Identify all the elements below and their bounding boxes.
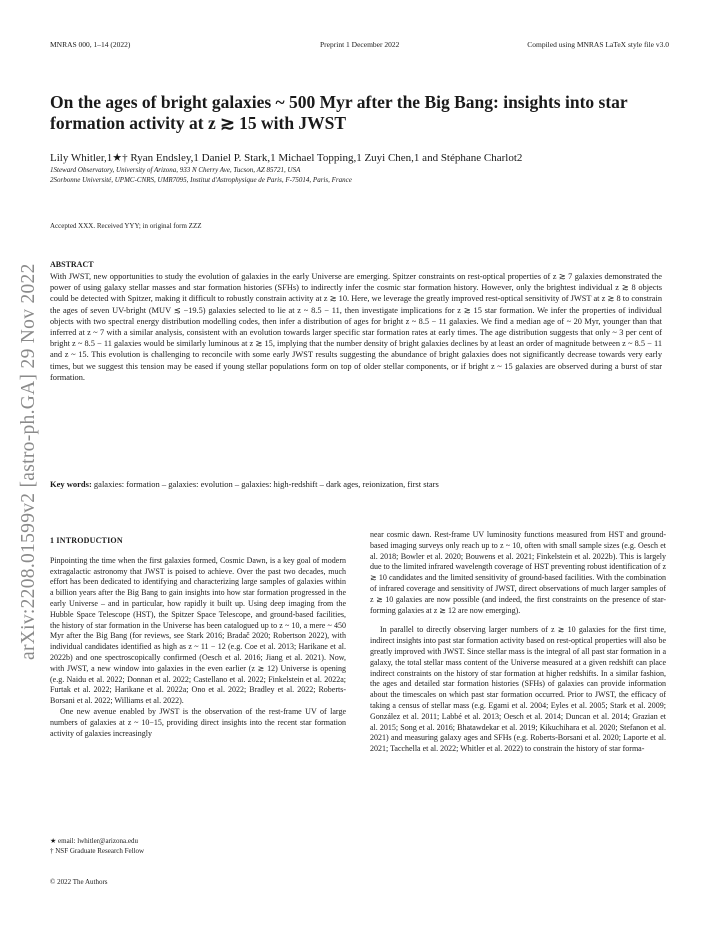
footnote-email[interactable]: ★ email: lwhitler@arizona.edu: [50, 837, 138, 845]
abstract-text: With JWST, new opportunities to study the evolution of galaxies in the early Universe are emerging. Spitzer constraints on rest-optical properties of z ≳ 7 galaxies demonstrated the power of using galaxy stellar masses and star formation histories (SFHs) to indirectly infer the cosmic star formation history. However, only the brightest individual z ≳ 8 objects could be detected with Spitzer, making it difficult to robustly constrain activity at z ≳ 10. Here, we leverage the greatly improved rest-optical sensitivity of JWST at z ≳ 8 to constrain the ages of seven UV-bright (MUV ≲ −19.5) galaxies selected to lie at z ~ 8.5 − 11, then investigate implications for z ≳ 15 star formation. We infer the properties of individual objects with two spectral energy distribution modelling codes, then infer a distribution of ages for bright z ~ 8.5 − 11 galaxies. We find a median age of ~ 20 Myr, younger than that inferred at z ~ 7 with a similar analysis, consistent with an evolution towards larger specific star formation rates at early times. The age distribution suggests that only ~ 3 per cent of bright z ~ 8.5 − 11 galaxies would be similarly luminous at z ≳ 15, implying that the number density of bright galaxies declines by at least an order of magnitude between z ~ 8.5 − 11 and z ~ 15. This evolution is challenging to reconcile with some early JWST results suggesting the abundance of bright galaxies does not significantly decrease towards very early times, but we suggest this tension may be eased if young stellar populations form on top of older stellar components, or if bright z ~ 15 galaxies are observed during a burst of star formation.: [50, 272, 662, 382]
keywords-line: [50, 479, 662, 489]
intro-paragraph-2: One new avenue enabled by JWST is the observation of the rest-frame UV of large numbers of galaxies at z ~ 10−15, providing direct insights into the recent star formation activity of galaxies increasingly: [50, 706, 346, 738]
journal-ref: MNRAS 000, 1–14 (2022): [50, 40, 131, 49]
keywords-label: Key words:: [50, 479, 92, 489]
left-column: [50, 530, 346, 739]
preprint-date: Preprint 1 December 2022: [320, 40, 400, 49]
compile-note: Compiled using MNRAS LaTeX style file v3.0: [527, 40, 669, 49]
section-heading-introduction: 1 INTRODUCTION: [50, 536, 123, 545]
affiliation-1: 1Steward Observatory, University of Arizona, 933 N Cherry Ave, Tucson, AZ 85721, USA: [50, 166, 301, 174]
author-list: Lily Whitler,1★† Ryan Endsley,1 Daniel P. Stark,1 Michael Topping,1 Zuyi Chen,1 and Stéphane Charlot2: [50, 152, 523, 164]
intro-paragraph-3: near cosmic dawn. Rest-frame UV luminosity functions measured from HST and ground-based imaging surveys only reach up to z ~ 10, often with small sample sizes (e.g. Oesch et al. 2018; Bowler et al. 2020; Bouwens et al. 2021; Finkelstein et al. 2022b). This is largely due to the limited infrared wavelength coverage of HST preventing robust identification of z ≳ 10 candidates and the limited sensitivity of ground-based facilities. With the combination of infrared coverage and sensitivity of JWST, direct observations of much larger samples of z ≳ 10 galaxies are now possible (and indeed, the first constraints on the presence of star-forming galaxies at z ≳ 12 are now emerging).: [370, 530, 666, 615]
intro-paragraph-4: In parallel to directly observing larger numbers of z ≳ 10 galaxies for the first time, indirect insights into past star formation activity based on rest-optical properties will also be greatly improved with JWST. Since stellar mass is the integral of all past star formation in a galaxy, the total stellar mass content of the Universe measured at a given redshift can place indirect constraints on the history of star formation at higher redshifts. In a similar fashion, the ages and detailed star formation histories (SFHs) of galaxies can provide information about the timescales on which past star formation occurred. Prior to JWST, the efficacy of taking a census of stellar mass (e.g. Egami et al. 2004; Eyles et al. 2005; Stark et al. 2009; González et al. 2011; Labbé et al. 2013; Oesch et al. 2014; Duncan et al. 2014; Grazian et al. 2015; Song et al. 2016; Bhatawdekar et al. 2019; Kikuchihara et al. 2020; Stefanon et al. 2021) and measuring galaxy ages and SFHs (e.g. Roberts-Borsani et al. 2020; Laporte et al. 2021; Tacchella et al. 2022; Whitler et al. 2022) to constrain the history of star forma-: [370, 625, 666, 754]
footnote-fellow: † NSF Graduate Research Fellow: [50, 847, 145, 855]
acceptance-note: Accepted XXX. Received YYY; in original form ZZZ: [50, 222, 202, 230]
keywords-text: galaxies: formation – galaxies: evolution – galaxies: high-redshift – dark ages, reionization, first stars: [93, 479, 439, 489]
intro-paragraph-1: Pinpointing the time when the first galaxies formed, Cosmic Dawn, is a key goal of modern extragalactic astronomy that JWST is poised to achieve. Over the past two decades, much effort has been dedicated to identifying and characterizing large samples of galaxies within a billion years after the Big Bang to gain insights into how star formation progressed in the early Universe – and in particular, how rapidly it built up. Using deep imaging from the Hubble Space Telescope (HST), the Spitzer Space Telescope, and ground-based facilities, the history of star formation in the Universe has been catalogued up to z ~ 10, a mere ~ 450 Myr after the Big Bang (for reviews, see Stark 2016; Bradač 2020; Robertson 2022), with individual candidates identified as high as z ~ 11 − 12 (e.g. Coe et al. 2013; Harikane et al. 2022b) and one spectroscopically confirmed (Oesch et al. 2016; Jiang et al. 2021). Now, with JWST, a new window into galaxies in the even earlier (z ≳ 12) Universe is opening (e.g. Naidu et al. 2022; Donnan et al. 2022; Castellano et al. 2022; Finkelstein et al. 2022a; Furtak et al. 2022; Harikane et al. 2022a; Ono et al. 2022; Bradley et al. 2022; Roberts-Borsani et al. 2022; Williams et al. 2022).: [50, 555, 346, 706]
paper-title: On the ages of bright galaxies ~ 500 Myr after the Big Bang: insights into star formation activity at z ≳ 15 with JWST: [50, 92, 628, 133]
copyright-notice: © 2022 The Authors: [50, 878, 108, 886]
arxiv-stamp[interactable]: arXiv:2208.01599v2 [astro-ph.GA] 29 Nov 2022: [18, 263, 39, 660]
right-column: [370, 530, 666, 755]
affiliation-2: 2Sorbonne Université, UPMC-CNRS, UMR7095, Institut d'Astrophysique de Paris, F-75014, Paris, France: [50, 176, 352, 184]
abstract-heading: ABSTRACT: [50, 260, 94, 269]
